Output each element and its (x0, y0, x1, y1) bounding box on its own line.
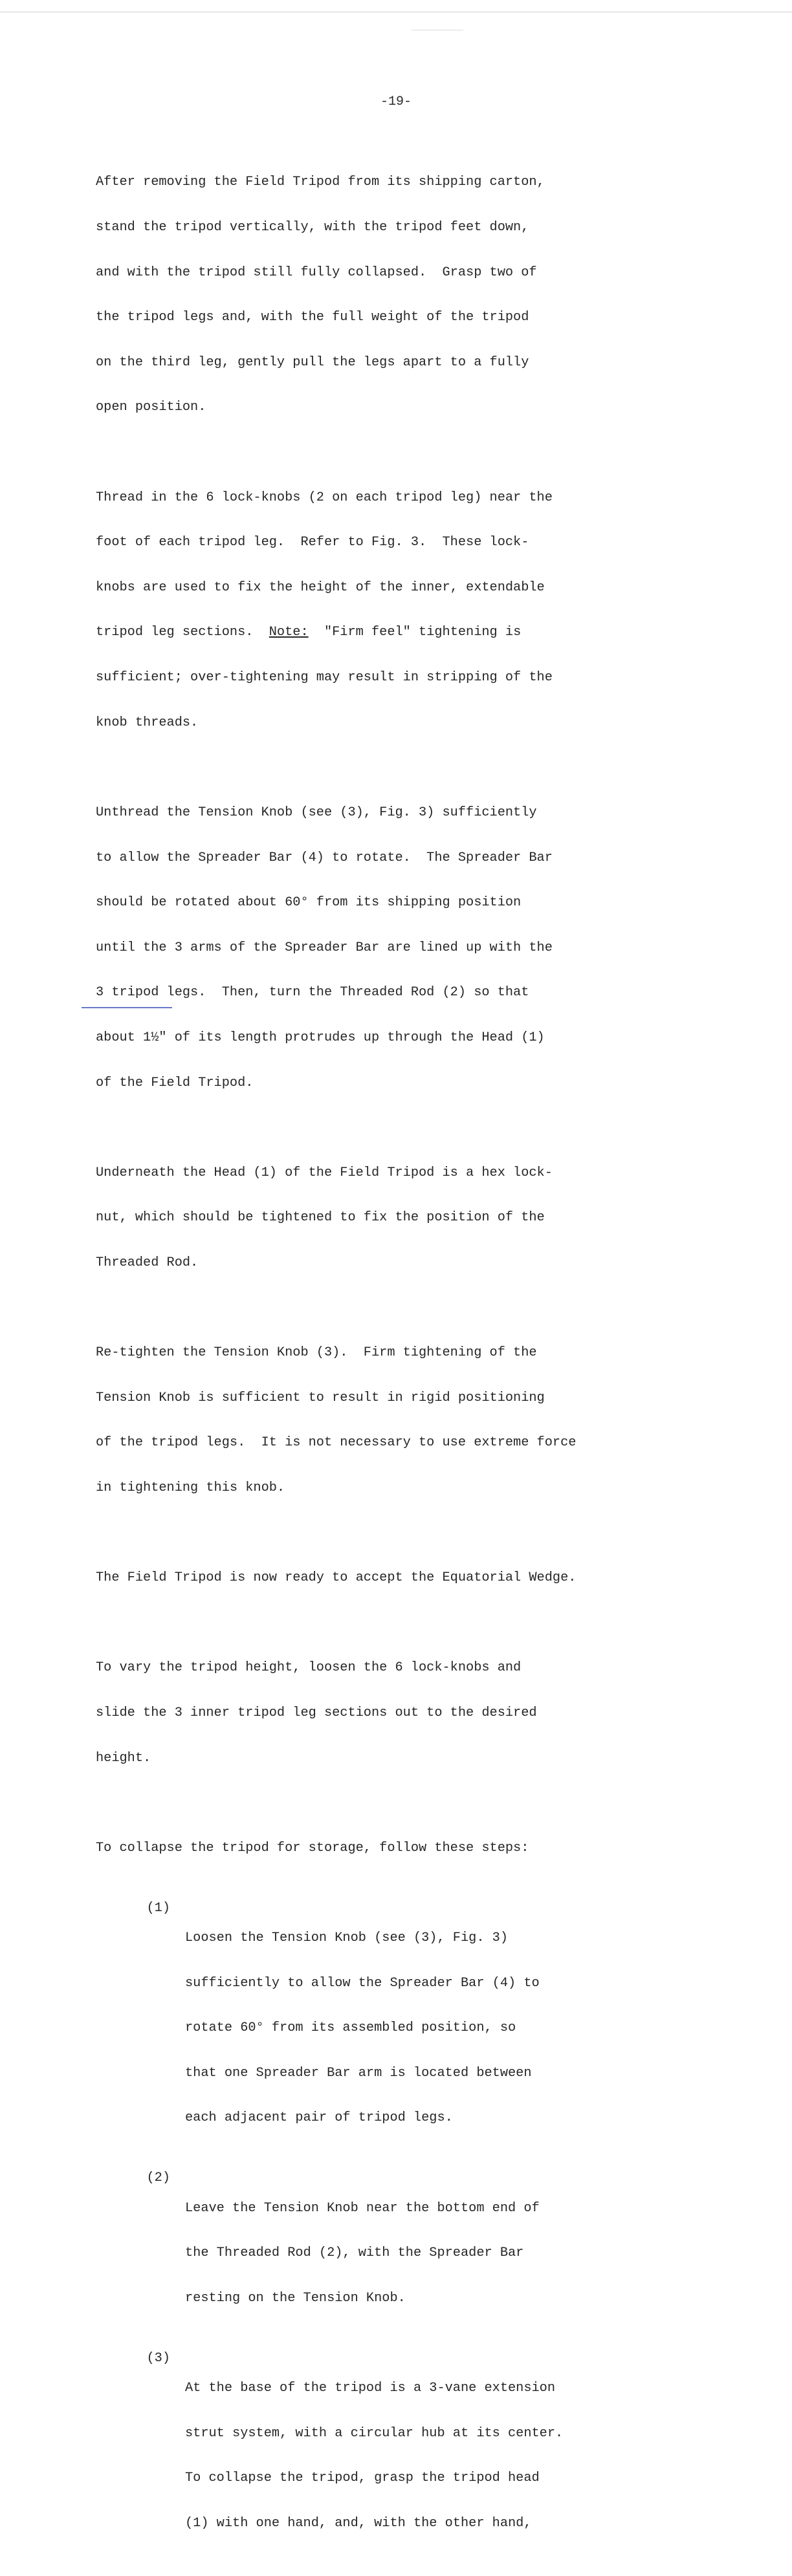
text-line: height. (96, 1750, 151, 1766)
step-text (185, 1901, 540, 2156)
step-text (185, 2170, 540, 2335)
text-line: resting on the Tension Knob. (185, 2290, 406, 2306)
text-line: The Field Tripod is now ready to accept the Equatorial Wedge. (96, 1570, 577, 1586)
paragraph-collapse-intro (96, 1810, 685, 1885)
text-line: Thread in the 6 lock-knobs (2 on each tripod leg) near the (96, 490, 553, 505)
paragraph-unpacking (96, 145, 685, 445)
text-line: Underneath the Head (1) of the Field Tripod is a hex lock- (96, 1165, 553, 1180)
text-line: Loosen the Tension Knob (see (3), Fig. 3) (185, 1931, 508, 1946)
text-line: To collapse the tripod for storage, follow these steps: (96, 1840, 529, 1856)
text-line: in tightening this knob. (96, 1480, 285, 1496)
text-line: stand the tripod vertically, with the tripod feet down, (96, 220, 529, 235)
text-line: sufficiently to allow the Spreader Bar (4) to (185, 1975, 540, 1991)
page-number: -19- (380, 94, 412, 109)
paragraph-spreader-bar (96, 775, 685, 1121)
text-line: to allow the Spreader Bar (4) to rotate. The Spreader Bar (96, 850, 553, 865)
note-prefix: tripod leg sections. (96, 625, 269, 640)
text-line: the tripod legs and, with the full weight of the tripod (96, 310, 529, 325)
paragraph-ready (96, 1541, 685, 1616)
text-line: Unthread the Tension Knob (see (3), Fig. 3) sufficiently (96, 805, 537, 820)
note-label: Note: (269, 625, 309, 640)
paragraph-lock-knobs (96, 460, 685, 760)
paragraph-retighten (96, 1315, 685, 1526)
paragraph-height (96, 1630, 685, 1795)
text-line: rotate 60° from its assembled position, so (185, 2020, 516, 2036)
step-item (96, 1901, 685, 2156)
text-line: Threaded Rod. (96, 1255, 199, 1270)
text-line: At the base of the tripod is a 3-vane extension (185, 2381, 556, 2396)
text-line: that one Spreader Bar arm is located between (185, 2065, 532, 2081)
text-line: of the tripod legs. It is not necessary to use extreme force (96, 1435, 577, 1451)
step-item (96, 2351, 685, 2561)
step-number: (3) (146, 2350, 170, 2366)
step-number: (1) (146, 1900, 170, 1916)
text-line: After removing the Field Tripod from its shipping carton, (96, 175, 545, 190)
step-item (96, 2170, 685, 2335)
text-line: Leave the Tension Knob near the bottom end of (185, 2200, 540, 2216)
text-line: should be rotated about 60° from its shipping position (96, 895, 522, 911)
footnote-rule (82, 1007, 172, 1008)
text-line: knob threads. (96, 715, 199, 730)
text-line: Re-tighten the Tension Knob (3). Firm tightening of the (96, 1345, 537, 1361)
text-line: slide the 3 inner tripod leg sections out to the desired (96, 1705, 537, 1721)
text-line: Tension Knob is sufficient to result in rigid positioning (96, 1390, 545, 1405)
text-line: the Threaded Rod (2), with the Spreader Bar (185, 2246, 524, 2261)
text-line: of the Field Tripod. (96, 1075, 254, 1090)
note-suffix: "Firm feel" tightening is (308, 625, 522, 640)
text-line: (1) with one hand, and, with the other hand, (185, 2515, 532, 2531)
text-line: 3 tripod legs. Then, turn the Threaded Rod (2) so that (96, 985, 529, 1001)
paragraph-hex-lock-nut (96, 1135, 685, 1300)
text-line: nut, which should be tightened to fix the position of the (96, 1210, 545, 1226)
text-line: knobs are used to fix the height of the inner, extendable (96, 579, 545, 595)
text-line-with-note (96, 625, 685, 640)
text-line: foot of each tripod leg. Refer to Fig. 3. These lock- (96, 535, 529, 550)
step-text (185, 2351, 563, 2561)
text-line: on the third leg, gently pull the legs apart to a fully (96, 354, 529, 370)
document-body (96, 145, 685, 2576)
text-line: open position. (96, 400, 206, 415)
text-line: each adjacent pair of tripod legs. (185, 2110, 453, 2126)
text-line: sufficient; over-tightening may result in stripping of the (96, 670, 553, 686)
text-line: strut system, with a circular hub at its center. (185, 2425, 564, 2441)
text-line: about 1½" of its length protrudes up through the Head (1) (96, 1030, 545, 1045)
text-line: and with the tripod still fully collapsed. Grasp two of (96, 265, 537, 280)
text-line: until the 3 arms of the Spreader Bar are lined up with the (96, 940, 553, 955)
text-line: To collapse the tripod, grasp the tripod head (185, 2471, 540, 2486)
step-number: (2) (146, 2170, 170, 2186)
text-line: To vary the tripod height, loosen the 6 lock-knobs and (96, 1660, 522, 1676)
